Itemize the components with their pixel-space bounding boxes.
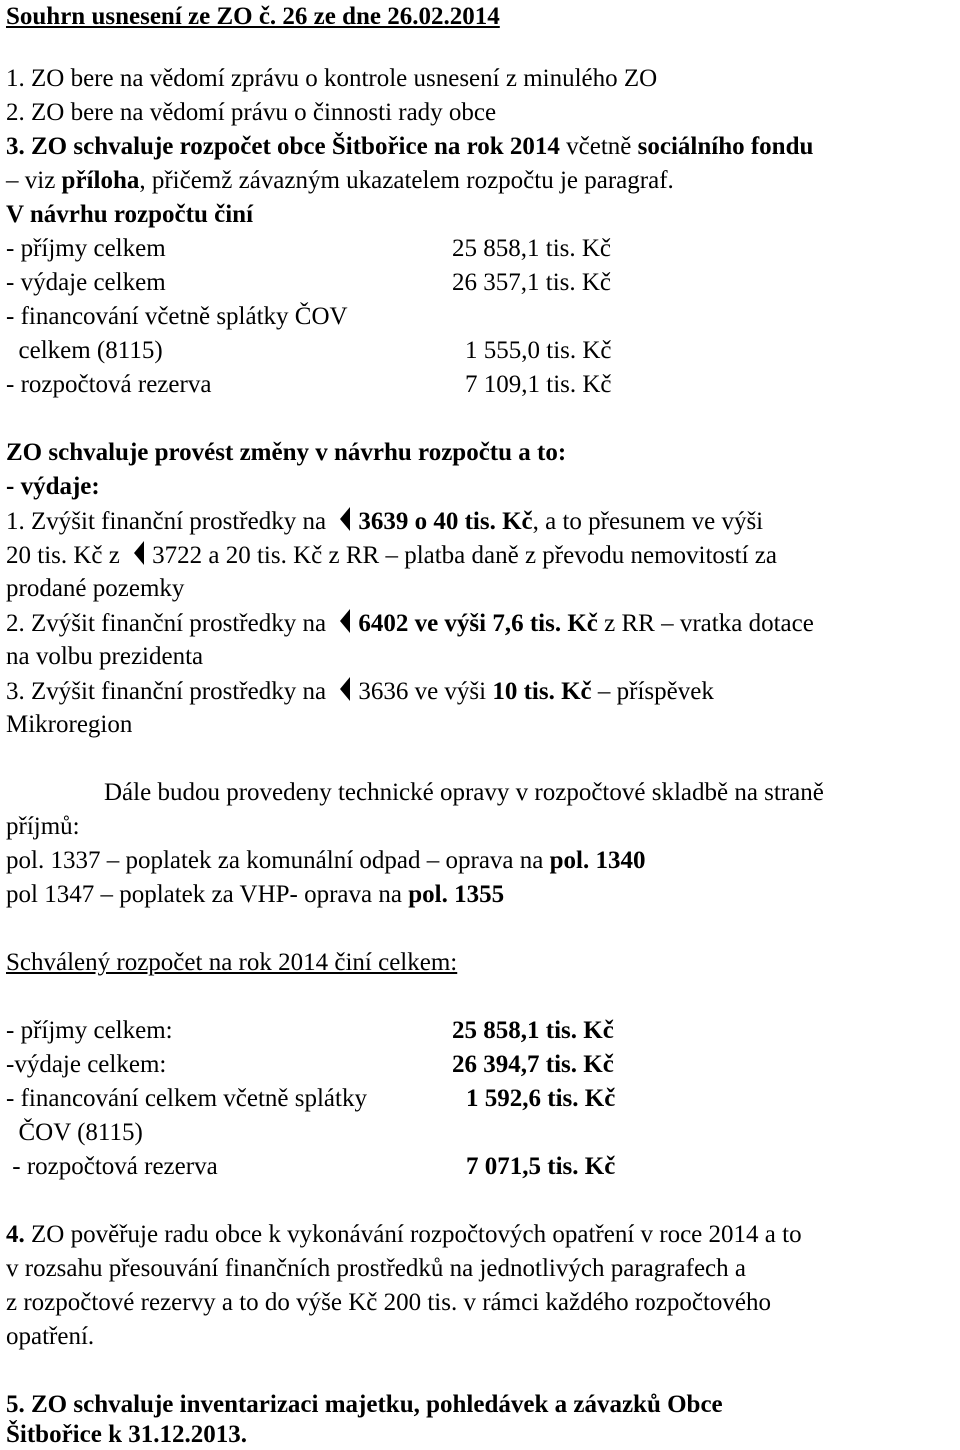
item-3-line-2-c: , přičemž závazným ukazatelem rozpočtu je paragraf. [139, 167, 674, 194]
changes-sub: - výdaje: [6, 473, 100, 500]
tech-line-4 [6, 880, 504, 910]
proposal-row-value: 1 555,0 tis. Kč [465, 337, 612, 364]
change-2-amount: 6402 ve výši 7,6 tis. Kč [358, 610, 598, 637]
section-sign-icon [132, 540, 146, 566]
proposal-row-value: 26 357,1 tis. Kč [452, 269, 612, 296]
tech-line-1: Dále budou provedeny technické opravy v rozpočtové skladbě na straně [104, 779, 824, 806]
approved-row-label: - rozpočtová rezerva [6, 1153, 218, 1180]
item-4-text: ZO pověřuje radu obce k vykonávání rozpočtových opatření v roce 2014 a to [24, 1221, 802, 1248]
change-3-line-1 [6, 676, 714, 707]
item-3-prefix: 3. ZO schvaluje rozpočet obce Šitbořice na rok 2014 [6, 133, 560, 160]
approved-row-label: - příjmy celkem: [6, 1017, 173, 1044]
item-3-line-1 [6, 132, 813, 162]
tech-line-4-a: pol 1347 – poplatek za VHP- oprava na [6, 881, 409, 908]
change-1-amount: 3639 o 40 tis. Kč [358, 508, 533, 535]
approved-row-value: 25 858,1 tis. Kč [452, 1017, 614, 1044]
approved-row-value: 26 394,7 tis. Kč [452, 1051, 614, 1078]
changes-heading: ZO schvaluje provést změny v návrhu rozpočtu a to: [6, 439, 567, 466]
tech-line-3-a: pol. 1337 – poplatek za komunální odpad – oprava na [6, 847, 550, 874]
item-5-line-1: 5. ZO schvaluje inventarizaci majetku, pohledávek a závazků Obce [6, 1391, 723, 1418]
tech-line-4-b: pol. 1355 [408, 881, 505, 908]
item-4-line-4: opatření. [6, 1323, 95, 1350]
item-4-line-2: v rozsahu přesouvání finančních prostředků na jednotlivých paragrafech a [6, 1255, 746, 1282]
change-2-text-c: z RR – vratka dotace [597, 610, 814, 637]
change-3-line-2: Mikroregion [6, 711, 133, 738]
change-3-amount: 10 tis. Kč [492, 678, 592, 705]
approved-row-value: 7 071,5 tis. Kč [466, 1153, 616, 1180]
page-title: Souhrn usnesení ze ZO č. 26 ze dne 26.02.2014 [6, 3, 500, 30]
change-3-text: 3. Zvýšit finanční prostředky na [6, 678, 333, 705]
tech-line-3-b: pol. 1340 [549, 847, 646, 874]
section-sign-icon [338, 676, 352, 702]
proposal-row-value: 25 858,1 tis. Kč [452, 235, 612, 262]
proposal-row-label: celkem (8115) [6, 337, 163, 364]
change-3-text-d: – příspěvek [591, 678, 714, 705]
change-3-text-b: 3636 ve výši [358, 678, 493, 705]
proposal-row-label: - financování včetně splátky ČOV [6, 303, 348, 330]
proposal-row-value: 7 109,1 tis. Kč [465, 371, 612, 398]
item-1: 1. ZO bere na vědomí zprávu o kontrole usnesení z minulého ZO [6, 65, 658, 92]
change-1-line-1 [6, 506, 763, 537]
tech-line-3 [6, 846, 645, 876]
item-4-number: 4. [6, 1221, 25, 1248]
item-3-mid: včetně [559, 133, 638, 160]
item-4-line-1 [6, 1220, 802, 1250]
proposal-row-label: - výdaje celkem [6, 269, 166, 296]
change-2-text: 2. Zvýšit finanční prostředky na [6, 610, 333, 637]
change-1-text: 1. Zvýšit finanční prostředky na [6, 508, 333, 535]
item-3-attachment: příloha [61, 167, 140, 194]
approved-row-label: -výdaje celkem: [6, 1051, 167, 1078]
change-1-text-e: 3722 a 20 tis. Kč z RR – platba daně z převodu nemovitostí za [152, 542, 777, 569]
proposal-heading: V návrhu rozpočtu činí [6, 201, 254, 228]
approved-heading: Schválený rozpočet na rok 2014 činí celkem: [6, 949, 458, 976]
section-sign-icon [338, 608, 352, 634]
item-2: 2. ZO bere na vědomí právu o činnosti rady obce [6, 99, 497, 126]
item-3-line-2 [6, 166, 674, 196]
proposal-row-label: - příjmy celkem [6, 235, 166, 262]
change-1-text-d: 20 tis. Kč z [6, 542, 127, 569]
change-1-text-c: , a to přesunem ve výši [532, 508, 764, 535]
item-3-fund: sociálního fondu [637, 133, 814, 160]
item-5-line-2: Šitbořice k 31.12.2013. [6, 1421, 247, 1448]
proposal-row-label: - rozpočtová rezerva [6, 371, 212, 398]
change-2-line-1 [6, 608, 814, 639]
change-1-line-2 [6, 540, 777, 571]
approved-row-label: - financování celkem včetně splátky [6, 1085, 367, 1112]
approved-row-label: ČOV (8115) [6, 1119, 143, 1146]
section-sign-icon [338, 506, 352, 532]
item-4-line-3: z rozpočtové rezervy a to do výše Kč 200 tis. v rámci každého rozpočtového [6, 1289, 771, 1316]
change-2-line-2: na volbu prezidenta [6, 643, 204, 670]
tech-line-2: příjmů: [6, 813, 80, 840]
change-1-line-3: prodané pozemky [6, 575, 185, 602]
item-3-line-2-a: – viz [6, 167, 62, 194]
approved-row-value: 1 592,6 tis. Kč [466, 1085, 616, 1112]
